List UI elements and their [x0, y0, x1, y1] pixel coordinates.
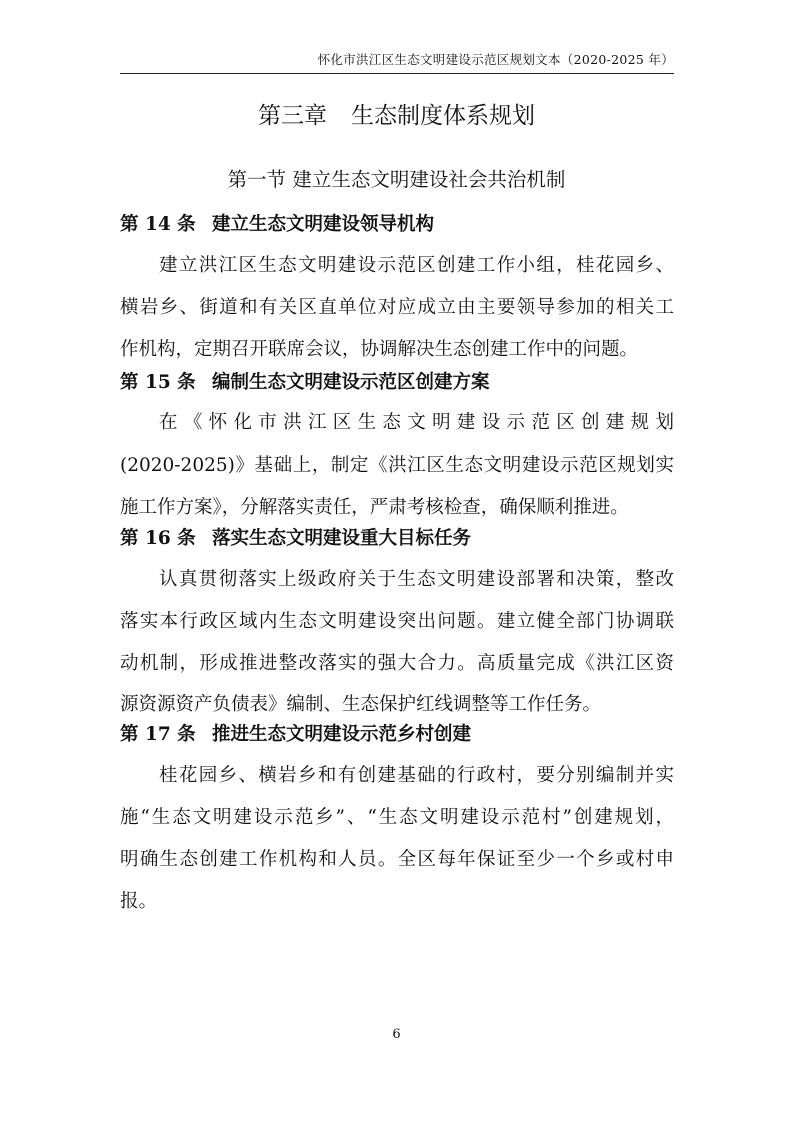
article-number: 第 14 条 [120, 214, 196, 235]
article-number: 第 16 条 [120, 528, 196, 549]
article-heading [120, 369, 674, 397]
paragraph-line: 动机制，形成推进整改落实的强大合力。高质量完成《洪江区资 [120, 653, 674, 674]
article-heading [120, 211, 674, 239]
paragraph-line: 落实本行政区域内生态文明建设突出问题。建立健全部门协调联 [120, 611, 674, 632]
paragraph-line: 在《怀化市洪江区生态文明建设示范区创建规划 [159, 412, 674, 433]
chapter-number: 第三章 [258, 103, 327, 129]
article-title: 编制生态文明建设示范区创建方案 [212, 372, 490, 393]
article-number: 第 15 条 [120, 372, 196, 393]
paragraph-line: 源资源资产负债表》编制、生态保护红线调整等工作任务。 [120, 694, 602, 715]
paragraph-line: 作机构，定期召开联席会议，协调解决生态创建工作中的问题。 [120, 339, 639, 360]
paragraph-line: 认真贯彻落实上级政府关于生态文明建设部署和决策，整改 [159, 569, 674, 590]
paragraph-line: 施“生态文明建设示范乡”、“生态文明建设示范村”创建规划， [120, 807, 674, 828]
paragraph-line: 横岩乡、街道和有关区直单位对应成立由主要领导参加的相关工 [120, 297, 674, 318]
paragraph-line: 施工作方案》，分解落实责任，严肃考核检查，确保顺利推进。 [120, 497, 629, 518]
article-number: 第 17 条 [120, 724, 196, 745]
article-heading [120, 525, 674, 553]
page-number: 6 [392, 1027, 401, 1042]
paragraph-line: 桂花园乡、横岩乡和有创建基础的行政村，要分别编制并实 [159, 765, 674, 786]
chapter-name: 生态制度体系规划 [351, 103, 535, 129]
article-title: 落实生态文明建设重大目标任务 [212, 528, 472, 549]
article-title: 建立生态文明建设领导机构 [212, 214, 435, 235]
header-rule [120, 73, 674, 74]
article-heading [120, 721, 674, 749]
paragraph-line: (2020-2025)》基础上，制定《洪江区生态文明建设示范区规划实 [120, 455, 674, 476]
running-header: 怀化市洪江区生态文明建设示范区规划文本（2020-2025 年） [317, 52, 674, 67]
paragraph-line: 报。 [120, 891, 158, 912]
article-title: 推进生态文明建设示范乡村创建 [212, 724, 472, 745]
paragraph-line: 明确生态创建工作机构和人员。全区每年保证至少一个乡或村申 [120, 849, 674, 870]
chapter-title [0, 100, 793, 132]
paragraph-line: 建立洪江区生态文明建设示范区创建工作小组，桂花园乡、 [159, 255, 674, 276]
section-title: 第一节 建立生态文明建设社会共治机制 [227, 168, 566, 191]
